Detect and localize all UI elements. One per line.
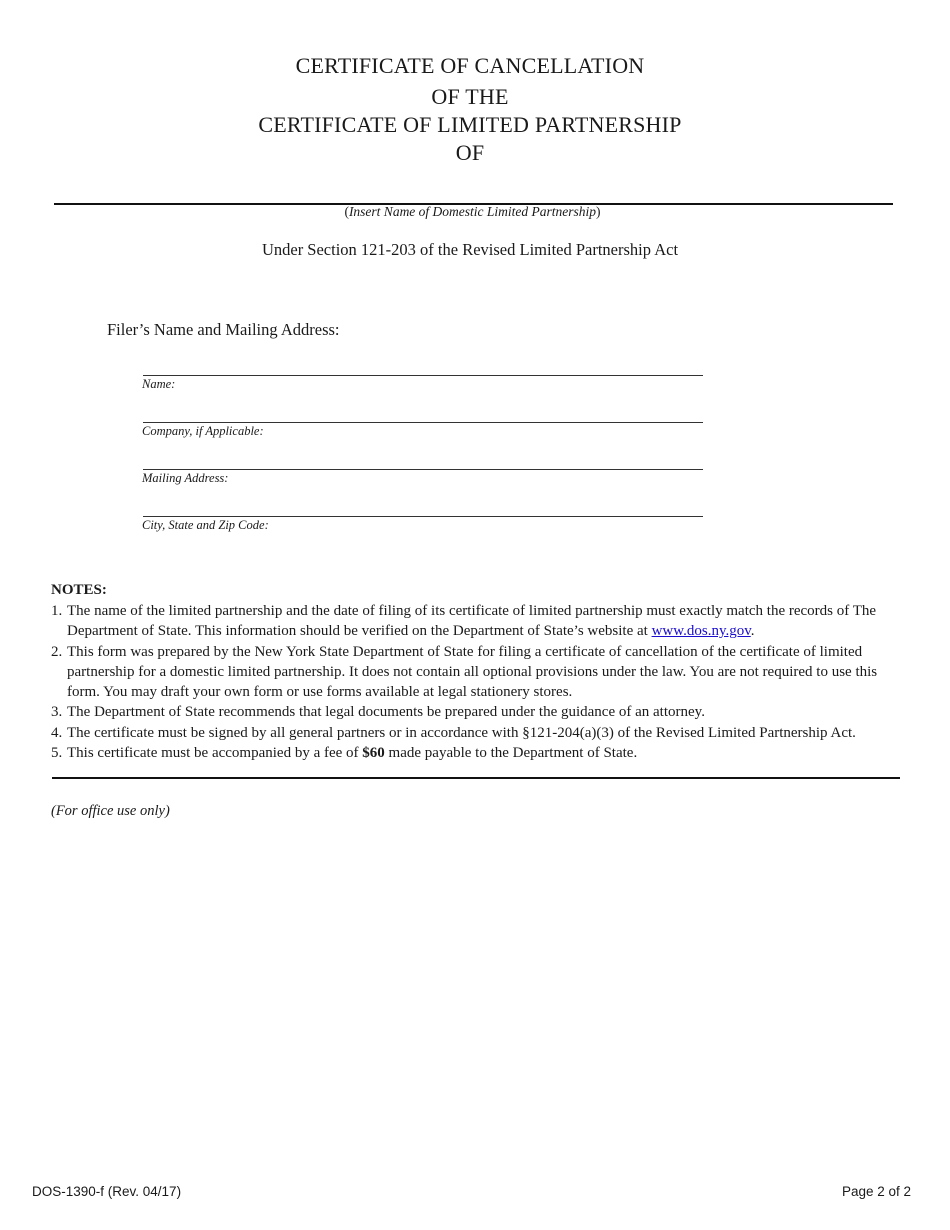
note-number: 2. [51,643,63,660]
note-number: 3. [51,704,63,721]
mailing-address-field-line[interactable] [143,469,703,470]
name-field-label: Name: [142,377,176,391]
city-state-zip-field-label: City, State and Zip Code: [142,518,269,532]
dos-website-link[interactable]: www.dos.ny.gov [651,623,751,640]
note-number: 1. [51,603,63,619]
caption-open-paren: ( [344,204,349,219]
title-line-1: CERTIFICATE OF CANCELLATION [295,53,645,78]
note-text: The Department of State recommends that legal documents be prepared under the guidance of an attorney. [67,704,705,721]
note-item [51,642,901,703]
notes-heading: NOTES: [51,582,107,598]
statute-subtitle: Under Section 121-203 of the Revised Limited Partnership Act [261,240,679,259]
note-text-end: . [750,623,755,640]
fee-amount: $60 [362,745,385,762]
notes-divider [52,777,900,779]
title-line-3: CERTIFICATE OF LIMITED PARTNERSHIP [258,112,682,137]
note-item [51,723,901,743]
filer-heading: Filer’s Name and Mailing Address: [107,320,340,339]
note-text: The certificate must be signed by all general partners or in accordance with §121-204(a)(3) of the Revised Limited Partnership Act. [67,724,856,741]
note-number: 4. [51,724,63,741]
title-line-4: OF [455,140,485,165]
company-field-label: Company, if Applicable: [142,424,264,438]
name-field-line[interactable] [143,375,703,376]
note-text-end: made payable to the Department of State. [384,745,638,762]
title-line-2: OF THE [431,84,509,109]
mailing-address-field-label: Mailing Address: [142,471,229,485]
note-text: This form was prepared by the New York State Department of State for filing a certificate of cancellation of the certificate of limited partnership for a domestic limited partnership. It does not contain all optional provisions under the law. You are not required to use this form. You may draft your own form or use forms available at legal stationery stores. [67,643,878,701]
page-number: Page 2 of 2 [841,1184,911,1199]
note-item [51,601,901,642]
note-item [51,743,901,763]
notes-list [51,601,901,763]
caption-close-paren: ) [596,204,601,219]
note-item [51,702,901,722]
company-field-line[interactable] [143,422,703,423]
note-number: 5. [51,745,63,762]
partnership-name-caption [0,204,945,220]
office-use-label: (For office use only) [51,803,170,819]
form-id: DOS-1390-f (Rev. 04/17) [32,1184,182,1199]
note-text: This certificate must be accompanied by a fee of [67,745,363,762]
city-state-zip-field-line[interactable] [143,516,703,517]
caption-text: Insert Name of Domestic Limited Partnership [348,204,597,219]
note-text: The name of the limited partnership and the date of filing of its certificate of limited partnership must exactly match the records of The Department of State. This information should be verified on the Department of State’s website at [67,603,877,640]
